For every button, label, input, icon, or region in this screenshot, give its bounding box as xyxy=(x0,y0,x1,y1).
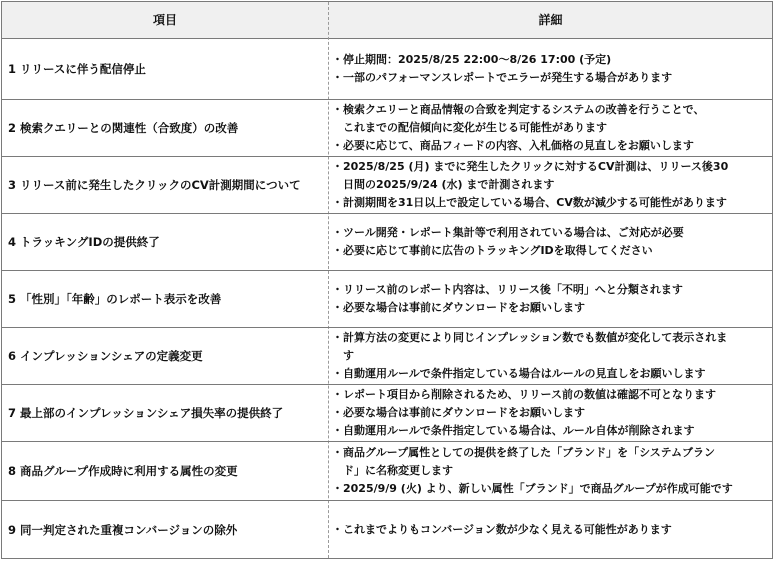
table-header xyxy=(2,2,772,39)
table-row xyxy=(2,328,772,385)
detail-text: 一部のパフォーマンスレポートでエラーが発生する場合があります xyxy=(343,70,673,84)
detail-text: 2025/8/25 (月) までに発生したクリックに対するCV計測は、リリース後30 日間の2025/9/24 (水) まで計測されます xyxy=(343,160,729,191)
row-details xyxy=(332,329,768,383)
release-table xyxy=(1,1,773,559)
table-row xyxy=(2,501,772,558)
bullet-mark: ・ xyxy=(332,424,343,437)
detail-bullet-item xyxy=(332,444,768,480)
row-details xyxy=(332,281,768,317)
detail-bullet-item xyxy=(332,386,768,404)
table-row xyxy=(2,442,772,501)
row-item: 7 最上部のインプレッションシェア損失率の提供終了 xyxy=(8,406,284,420)
detail-bullet-item xyxy=(332,299,768,317)
bullet-mark: ・ xyxy=(332,388,343,401)
row-details xyxy=(332,521,768,539)
table-row xyxy=(2,271,772,328)
bullet-mark: ・ xyxy=(332,446,343,459)
table-row xyxy=(2,100,772,157)
detail-bullet-item xyxy=(332,158,768,194)
detail-text: 必要な場合は事前にダウンロードをお願いします xyxy=(343,406,585,419)
detail-bullet-item xyxy=(332,365,768,383)
bullet-mark: ・ xyxy=(332,367,343,380)
bullet-mark: ・ xyxy=(332,406,343,419)
detail-text: 停止期間：2025/8/25 22:00～8/26 17:00 (予定) xyxy=(343,52,612,66)
detail-bullet-item xyxy=(332,194,768,212)
table-row xyxy=(2,214,772,271)
row-details xyxy=(332,386,768,440)
detail-text: 自動運用ルールで条件指定している場合は、ルール自体が削除されます xyxy=(343,424,695,437)
detail-text: 計測期間を31日以上で設定している場合、CV数が減少する可能性があります xyxy=(343,196,727,209)
row-details xyxy=(332,101,768,155)
bullet-mark: ・ xyxy=(332,139,343,152)
bullet-mark: ・ xyxy=(332,522,343,536)
row-item: 9 同一判定された重複コンバージョンの除外 xyxy=(8,522,238,537)
detail-text: これまでよりもコンバージョン数が少なく見える可能性があります xyxy=(343,522,672,536)
detail-text: 計算方法の変更により同じインプレッション数でも数値が変化して表示されま す xyxy=(343,331,728,362)
row-item: 6 インプレッションシェアの定義変更 xyxy=(8,349,203,363)
bullet-mark: ・ xyxy=(332,103,343,116)
detail-text: リリース前のレポート内容は、リリース後「不明」へと分類されます xyxy=(343,283,683,296)
header-item: 項目 xyxy=(152,13,177,27)
detail-bullet-item xyxy=(332,224,768,242)
bullet-mark: ・ xyxy=(332,331,343,344)
bullet-mark: ・ xyxy=(332,301,343,314)
bullet-mark: ・ xyxy=(332,70,343,84)
detail-bullet-item xyxy=(332,69,768,87)
detail-bullet-item xyxy=(332,51,768,69)
row-item: 3 リリース前に発生したクリックのCV計測期間について xyxy=(8,178,301,192)
table-row xyxy=(2,157,772,214)
row-item: 2 検索クエリーとの関連性（合致度）の改善 xyxy=(8,121,239,135)
detail-text: ツール開発・レポート集計等で利用されている場合は、ご対応が必要 xyxy=(343,226,684,239)
row-item: 5 「性別」「年齢」のレポート表示を改善 xyxy=(8,292,222,306)
row-item: 4 トラッキングIDの提供終了 xyxy=(8,235,160,249)
detail-text: レポート項目から削除されるため、リリース前の数値は確認不可となります xyxy=(343,388,717,401)
detail-text: 自動運用ルールで条件指定している場合はルールの見直しをお願いします xyxy=(343,367,706,380)
row-item: 1 リリースに伴う配信停止 xyxy=(8,61,146,76)
detail-bullet-item xyxy=(332,281,768,299)
table-row xyxy=(2,38,772,100)
bullet-mark: ・ xyxy=(332,226,343,239)
row-details xyxy=(332,158,768,212)
detail-text: 2025/9/9 (火) より、新しい属性「ブランド」で商品グループが作成可能です xyxy=(343,482,733,495)
detail-bullet-item xyxy=(332,521,768,539)
detail-text: 必要な場合は事前にダウンロードをお願いします xyxy=(343,301,585,314)
detail-text: 商品グループ属性としての提供を終了した「ブランド」を「システムブラン ド」に名称変更します xyxy=(343,446,716,477)
detail-bullet-item xyxy=(332,101,768,137)
detail-bullet-item xyxy=(332,329,768,365)
row-item: 8 商品グループ作成時に利用する属性の変更 xyxy=(8,464,238,478)
detail-text: 検索クエリーと商品情報の合致を判定するシステムの改善を行うことで、 これまでの配信傾向に変化が生じる可能性があります xyxy=(343,103,705,134)
detail-bullet-item xyxy=(332,422,768,440)
bullet-mark: ・ xyxy=(332,244,343,257)
detail-bullet-item xyxy=(332,404,768,422)
detail-text: 必要に応じて事前に広告のトラッキングIDを取得してください xyxy=(343,244,653,257)
bullet-mark: ・ xyxy=(332,283,343,296)
row-details xyxy=(332,224,768,260)
detail-bullet-item xyxy=(332,242,768,260)
detail-bullet-item xyxy=(332,480,768,498)
row-details xyxy=(332,444,768,498)
table-row xyxy=(2,385,772,442)
bullet-mark: ・ xyxy=(332,196,343,209)
detail-text: 必要に応じて、商品フィードの内容、入札価格の見直しをお願いします xyxy=(343,139,694,152)
bullet-mark: ・ xyxy=(332,160,343,173)
row-details xyxy=(332,51,768,87)
detail-bullet-item xyxy=(332,137,768,155)
bullet-mark: ・ xyxy=(332,52,343,66)
header-detail: 詳細 xyxy=(538,13,563,27)
bullet-mark: ・ xyxy=(332,482,343,495)
